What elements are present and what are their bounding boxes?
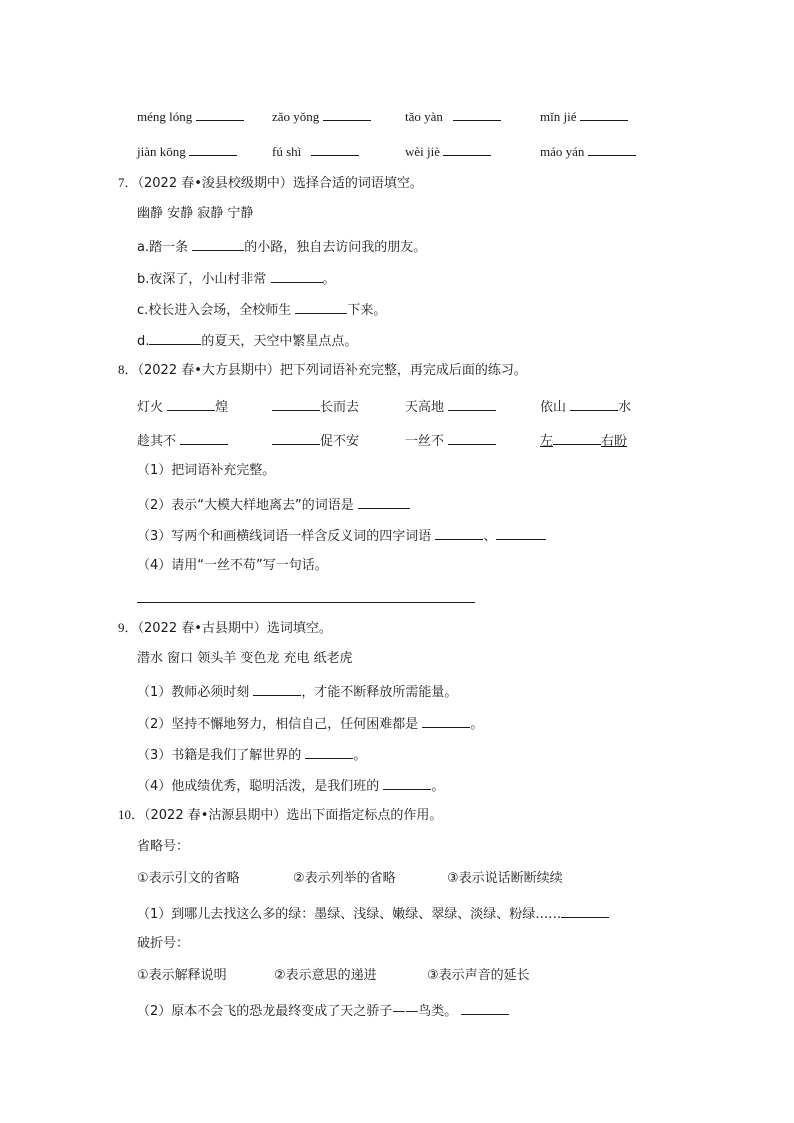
- idiom-item: 天高地: [405, 396, 496, 417]
- answer-blank[interactable]: [295, 299, 347, 314]
- dash-label: 破折号：: [137, 936, 190, 951]
- answer-blank[interactable]: [196, 106, 244, 121]
- answer-blank[interactable]: [435, 525, 483, 540]
- question-9-sub-4: （4）他成绩优秀，聪明活泼，是我们班的 。: [137, 775, 444, 796]
- answer-blank[interactable]: [192, 236, 244, 251]
- answer-blank[interactable]: [180, 430, 228, 445]
- pinyin-item: jiàn kōng: [137, 141, 237, 161]
- question-9-sub-1: （1）教师必须时刻 ，才能不断释放所需能量。: [137, 681, 457, 702]
- answer-blank[interactable]: [448, 396, 496, 411]
- answer-blank[interactable]: [448, 430, 496, 445]
- question-7-c: c.校长进入会场，全校师生 下来。: [137, 299, 386, 320]
- question-7-d: d. 的夏天，天空中繁星点点。: [137, 330, 357, 351]
- answer-blank[interactable]: [570, 396, 618, 411]
- answer-blank[interactable]: [272, 396, 320, 411]
- answer-blank[interactable]: [305, 744, 353, 759]
- answer-blank[interactable]: [496, 525, 546, 540]
- idiom-item: 趁其不: [137, 430, 228, 451]
- idiom-item: 促不安: [272, 430, 359, 451]
- answer-blank[interactable]: [553, 430, 601, 445]
- answer-blank[interactable]: [253, 681, 301, 696]
- answer-blank[interactable]: [422, 713, 470, 728]
- idiom-item: 一丝不: [405, 430, 496, 451]
- answer-line[interactable]: [137, 602, 475, 603]
- option-item: ②表示意思的递进: [274, 968, 377, 983]
- option-item: ②表示列举的省略: [293, 871, 396, 886]
- idiom-item: 长而去: [272, 396, 359, 417]
- option-item: ③表示声音的延长: [427, 968, 530, 983]
- question-10-sub-1: （1）到哪儿去找这么多的绿：墨绿、浅绿、嫩绿、翠绿、淡绿、粉绿……: [137, 903, 609, 924]
- answer-blank[interactable]: [453, 106, 501, 121]
- answer-blank[interactable]: [561, 903, 609, 918]
- question-7-b: b.夜深了，小山村非常 。: [137, 268, 336, 289]
- answer-blank[interactable]: [311, 141, 359, 156]
- pinyin-item: fú shì: [272, 141, 359, 161]
- idiom-item: 依山 水: [540, 396, 631, 417]
- question-8-sub-3: （3）写两个和画横线词语一样含反义词的四字词语 、: [137, 525, 546, 546]
- idiom-item: 灯火 煌: [137, 396, 228, 417]
- option-item: ①表示解释说明: [137, 968, 227, 983]
- option-item: ①表示引文的省略: [137, 871, 240, 886]
- answer-blank[interactable]: [167, 396, 215, 411]
- word-bank: 幽静 安静 寂静 宁静: [137, 206, 254, 221]
- question-8-sub-2: （2）表示“大模大样地离去”的词语是: [137, 494, 410, 515]
- answer-blank[interactable]: [588, 141, 636, 156]
- pinyin-item: tǎo yàn: [405, 106, 501, 126]
- question-10-title: 10．（2022 春•沽源县期中）选出下面指定标点的作用。: [118, 807, 443, 823]
- question-8-sub-1: （1）把词语补充完整。: [137, 463, 276, 478]
- word-bank: 潜水 窗口 领头羊 变色龙 充电 纸老虎: [137, 651, 353, 666]
- answer-blank[interactable]: [443, 141, 491, 156]
- pinyin-item: méng lóng: [137, 106, 244, 126]
- answer-blank[interactable]: [271, 268, 323, 283]
- answer-blank[interactable]: [580, 106, 628, 121]
- question-9-sub-3: （3）书籍是我们了解世界的 。: [137, 744, 366, 765]
- question-7-title: 7．（2022 春•浚县校级期中）选择合适的词语填空。: [118, 175, 423, 191]
- question-8-sub-4: （4）请用“一丝不苟”写一句话。: [137, 558, 328, 573]
- answer-blank[interactable]: [149, 330, 201, 345]
- question-7-a: a.踏一条 的小路，独自去访问我的朋友。: [137, 236, 426, 257]
- pinyin-item: zǎo yǒng: [272, 106, 371, 126]
- answer-blank[interactable]: [358, 494, 410, 509]
- option-item: ③表示说话断断续续: [447, 871, 563, 886]
- answer-blank[interactable]: [383, 775, 431, 790]
- underlined-idiom: 左 右盼: [540, 430, 627, 451]
- answer-blank[interactable]: [461, 1000, 509, 1015]
- pinyin-item: wèi jiè: [405, 141, 491, 161]
- pinyin-item: mǐn jié: [540, 106, 628, 126]
- question-10-sub-2: （2）原本不会飞的恐龙最终变成了天之骄子——鸟类。: [137, 1000, 509, 1021]
- answer-blank[interactable]: [189, 141, 237, 156]
- question-9-sub-2: （2）坚持不懈地努力，相信自己，任何困难都是 。: [137, 713, 483, 734]
- pinyin-item: máo yán: [540, 141, 636, 161]
- question-8-title: 8．（2022 春•大方县期中）把下列词语补充完整，再完成后面的练习。: [118, 362, 527, 378]
- answer-blank[interactable]: [272, 430, 320, 445]
- question-9-title: 9．（2022 春•古县期中）选词填空。: [118, 620, 332, 636]
- ellipsis-label: 省略号：: [137, 839, 190, 854]
- answer-blank[interactable]: [323, 106, 371, 121]
